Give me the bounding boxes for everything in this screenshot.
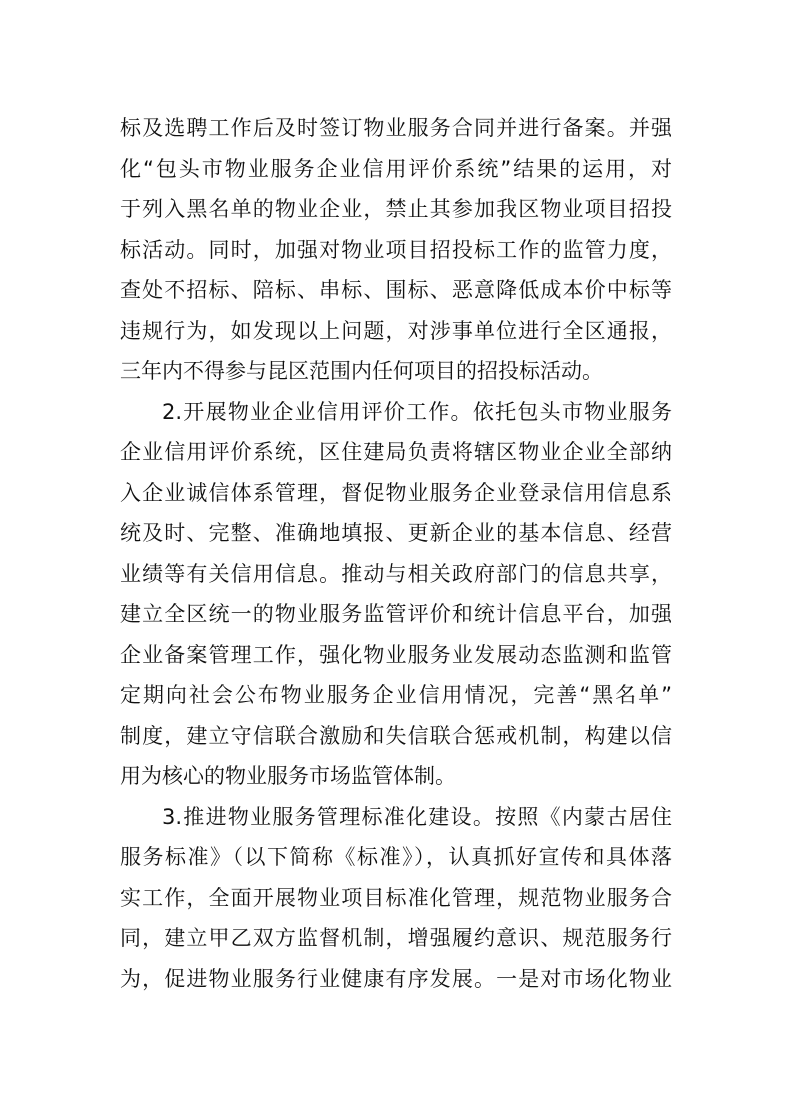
paragraph-2-line-1: 2.开展物业企业信用评价工作。依托包头市物业服务 — [162, 399, 672, 424]
paragraph-1-line-6: 违规行为，如发现以上问题，对涉事单位进行全区通报， — [120, 318, 672, 343]
paragraph-1-line-7: 三年内不得参与昆区范围内任何项目的招投标活动。 — [120, 359, 603, 383]
paragraph-3-line-4: 同，建立甲乙双方监督机制，增强履约意识、规范服务行 — [120, 926, 672, 950]
paragraph-2-line-6: 建立全区统一的物业服务监管评价和统计信息平台，加强 — [120, 602, 672, 626]
paragraph-2-line-9: 制度，建立守信联合激励和失信联合惩戒机制，构建以信 — [120, 723, 672, 748]
paragraph-2-line-8: 定期向社会公布物业服务企业信用情况，完善“黑名单” — [120, 683, 672, 707]
paragraph-2-line-4: 统及时、完整、准确地填报、更新企业的基本信息、经营 — [120, 521, 672, 545]
paragraph-3-line-3: 实工作，全面开展物业项目标准化管理，规范物业服务合 — [120, 885, 672, 910]
paragraph-2-line-7: 企业备案管理工作，强化物业服务业发展动态监测和监管 — [120, 642, 672, 667]
paragraph-2-line-10: 用为核心的物业服务市场监管体制。 — [120, 764, 456, 788]
paragraph-1-line-3: 于列入黑名单的物业企业，禁止其参加我区物业项目招投 — [120, 197, 672, 221]
paragraph-3-line-1: 3.推进物业服务管理标准化建设。按照《内蒙古居住 — [162, 804, 672, 829]
paragraph-1-line-5: 查处不招标、陪标、串标、围标、恶意降低成本价中标等 — [120, 278, 672, 302]
paragraph-1-line-4: 标活动。同时，加强对物业项目招投标工作的监管力度， — [120, 237, 672, 262]
paragraph-2-line-2: 企业信用评价系统，区住建局负责将辖区物业企业全部纳 — [120, 440, 672, 464]
paragraph-2-line-3: 入企业诚信体系管理，督促物业服务企业登录信用信息系 — [120, 480, 672, 505]
paragraph-1-line-2: 化“包头市物业服务企业信用评价系统”结果的运用，对 — [120, 156, 672, 181]
document-body — [120, 108, 672, 999]
paragraph-1-line-1: 标及选聘工作后及时签订物业服务合同并进行备案。并强 — [120, 116, 672, 140]
paragraph-2-line-5: 业绩等有关信用信息。推动与相关政府部门的信息共享， — [120, 561, 672, 586]
paragraph-3-line-5: 为，促进物业服务行业健康有序发展。一是对市场化物业 — [120, 966, 672, 991]
paragraph-3-line-2: 服务标准》（以下简称《标准》），认真抓好宣传和具体落 — [120, 845, 672, 869]
